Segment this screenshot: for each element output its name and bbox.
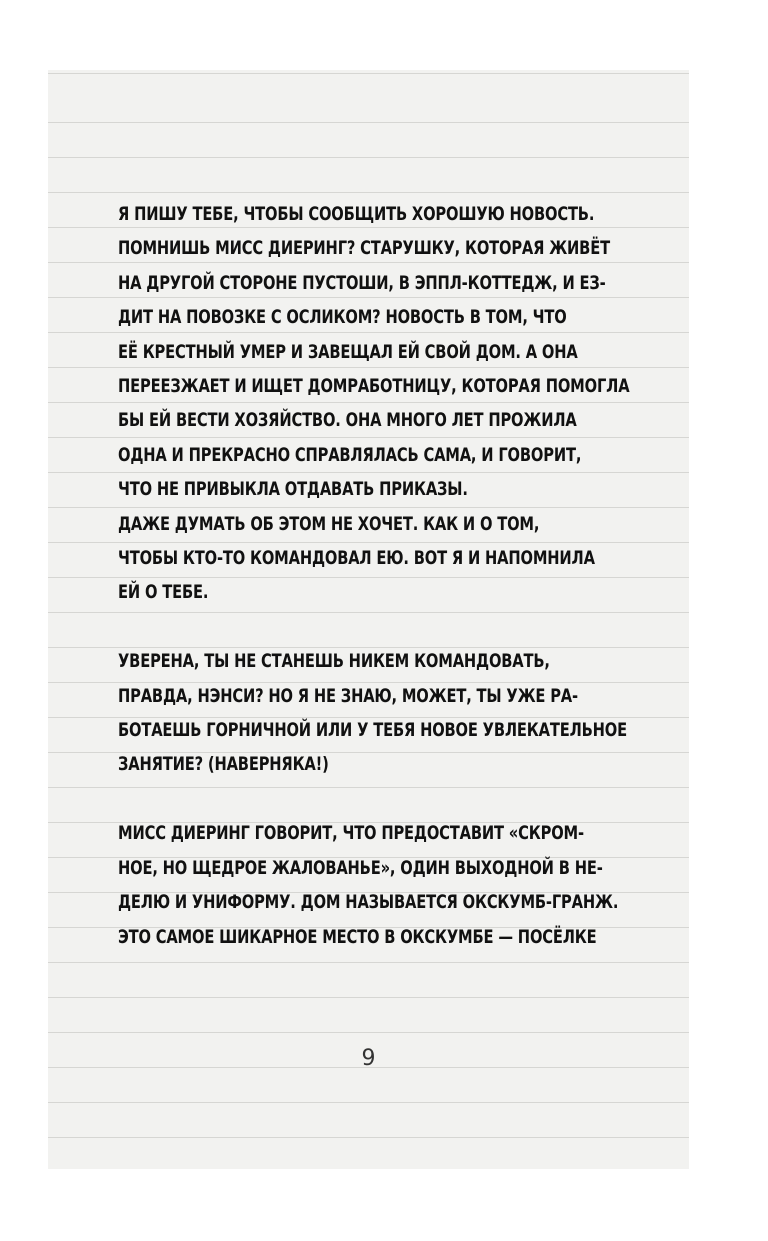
text-line: ЭТО САМОЕ ШИКАРНОЕ МЕСТО В ОКСКУМБЕ — ПОСЁЛКЕ xyxy=(118,925,597,948)
text-line: УВЕРЕНА, ТЫ НЕ СТАНЕШЬ НИКЕМ КОМАНДОВАТЬ, xyxy=(118,650,550,673)
text-line: ЧТО НЕ ПРИВЫКЛА ОТДАВАТЬ ПРИКАЗЫ. xyxy=(118,478,468,501)
text-line: Я ПИШУ ТЕБЕ, ЧТОБЫ СООБЩИТЬ ХОРОШУЮ НОВОСТЬ. xyxy=(118,203,595,225)
text-line: ОДНА И ПРЕКРАСНО СПРАВЛЯЛАСЬ САМА, И ГОВОРИТ, xyxy=(118,443,582,466)
text-line: ДАЖЕ ДУМАТЬ ОБ ЭТОМ НЕ ХОЧЕТ. КАК И О ТОМ, xyxy=(118,512,540,535)
paragraph-gap xyxy=(118,610,565,644)
text-line: ДЕЛЮ И УНИФОРМУ. ДОМ НАЗЫВАЕТСЯ ОКСКУМБ-ГРАНЖ. xyxy=(118,891,619,914)
paragraph-2 xyxy=(118,644,627,782)
text-line: ЕЁ КРЕСТНЫЙ УМЕР И ЗАВЕЩАЛ ЕЙ СВОЙ ДОМ. А ОНА xyxy=(118,340,578,363)
text-line: НОЕ, НО ЩЕДРОЕ ЖАЛОВАНЬЕ», ОДИН ВЫХОДНОЙ В НЕ- xyxy=(118,856,603,879)
text-line: ЧТОБЫ КТО-ТО КОМАНДОВАЛ ЕЮ. ВОТ Я И НАПОМНИЛА xyxy=(118,547,595,570)
text-line: ДИТ НА ПОВОЗКЕ С ОСЛИКОМ? НОВОСТЬ В ТОМ, ЧТО xyxy=(118,306,567,329)
page-number: 9 xyxy=(361,1046,376,1071)
text-line: ЗАНЯТИЕ? (НАВЕРНЯКА!) xyxy=(118,753,329,776)
text-line: ЕЙ О ТЕБЕ. xyxy=(118,581,209,604)
text-line: БЫ ЕЙ ВЕСТИ ХОЗЯЙСТВО. ОНА МНОГО ЛЕТ ПРОЖИЛА xyxy=(118,409,577,432)
paragraph-gap xyxy=(118,782,565,816)
text-line: НА ДРУГОЙ СТОРОНЕ ПУСТОШИ, В ЭППЛ-КОТТЕДЖ, И ЕЗ- xyxy=(118,271,606,294)
paragraph-3 xyxy=(118,816,619,954)
text-line: ПРАВДА, НЭНСИ? НО Я НЕ ЗНАЮ, МОЖЕТ, ТЫ УЖЕ РА- xyxy=(118,684,578,707)
text-line: ПОМНИШЬ МИСС ДИЕРИНГ? СТАРУШКУ, КОТОРАЯ ЖИВЁТ xyxy=(118,237,610,260)
text-line: ПЕРЕЕЗЖАЕТ И ИЩЕТ ДОМРАБОТНИЦУ, КОТОРАЯ ПОМОГЛА xyxy=(118,375,630,398)
paragraph-1 xyxy=(118,197,630,610)
notebook-page xyxy=(48,70,689,1169)
letter-text xyxy=(118,197,630,954)
text-line: БОТАЕШЬ ГОРНИЧНОЙ ИЛИ У ТЕБЯ НОВОЕ УВЛЕКАТЕЛЬНОЕ xyxy=(118,719,627,742)
text-line: МИСС ДИЕРИНГ ГОВОРИТ, ЧТО ПРЕДОСТАВИТ «СКРОМ- xyxy=(118,822,584,845)
